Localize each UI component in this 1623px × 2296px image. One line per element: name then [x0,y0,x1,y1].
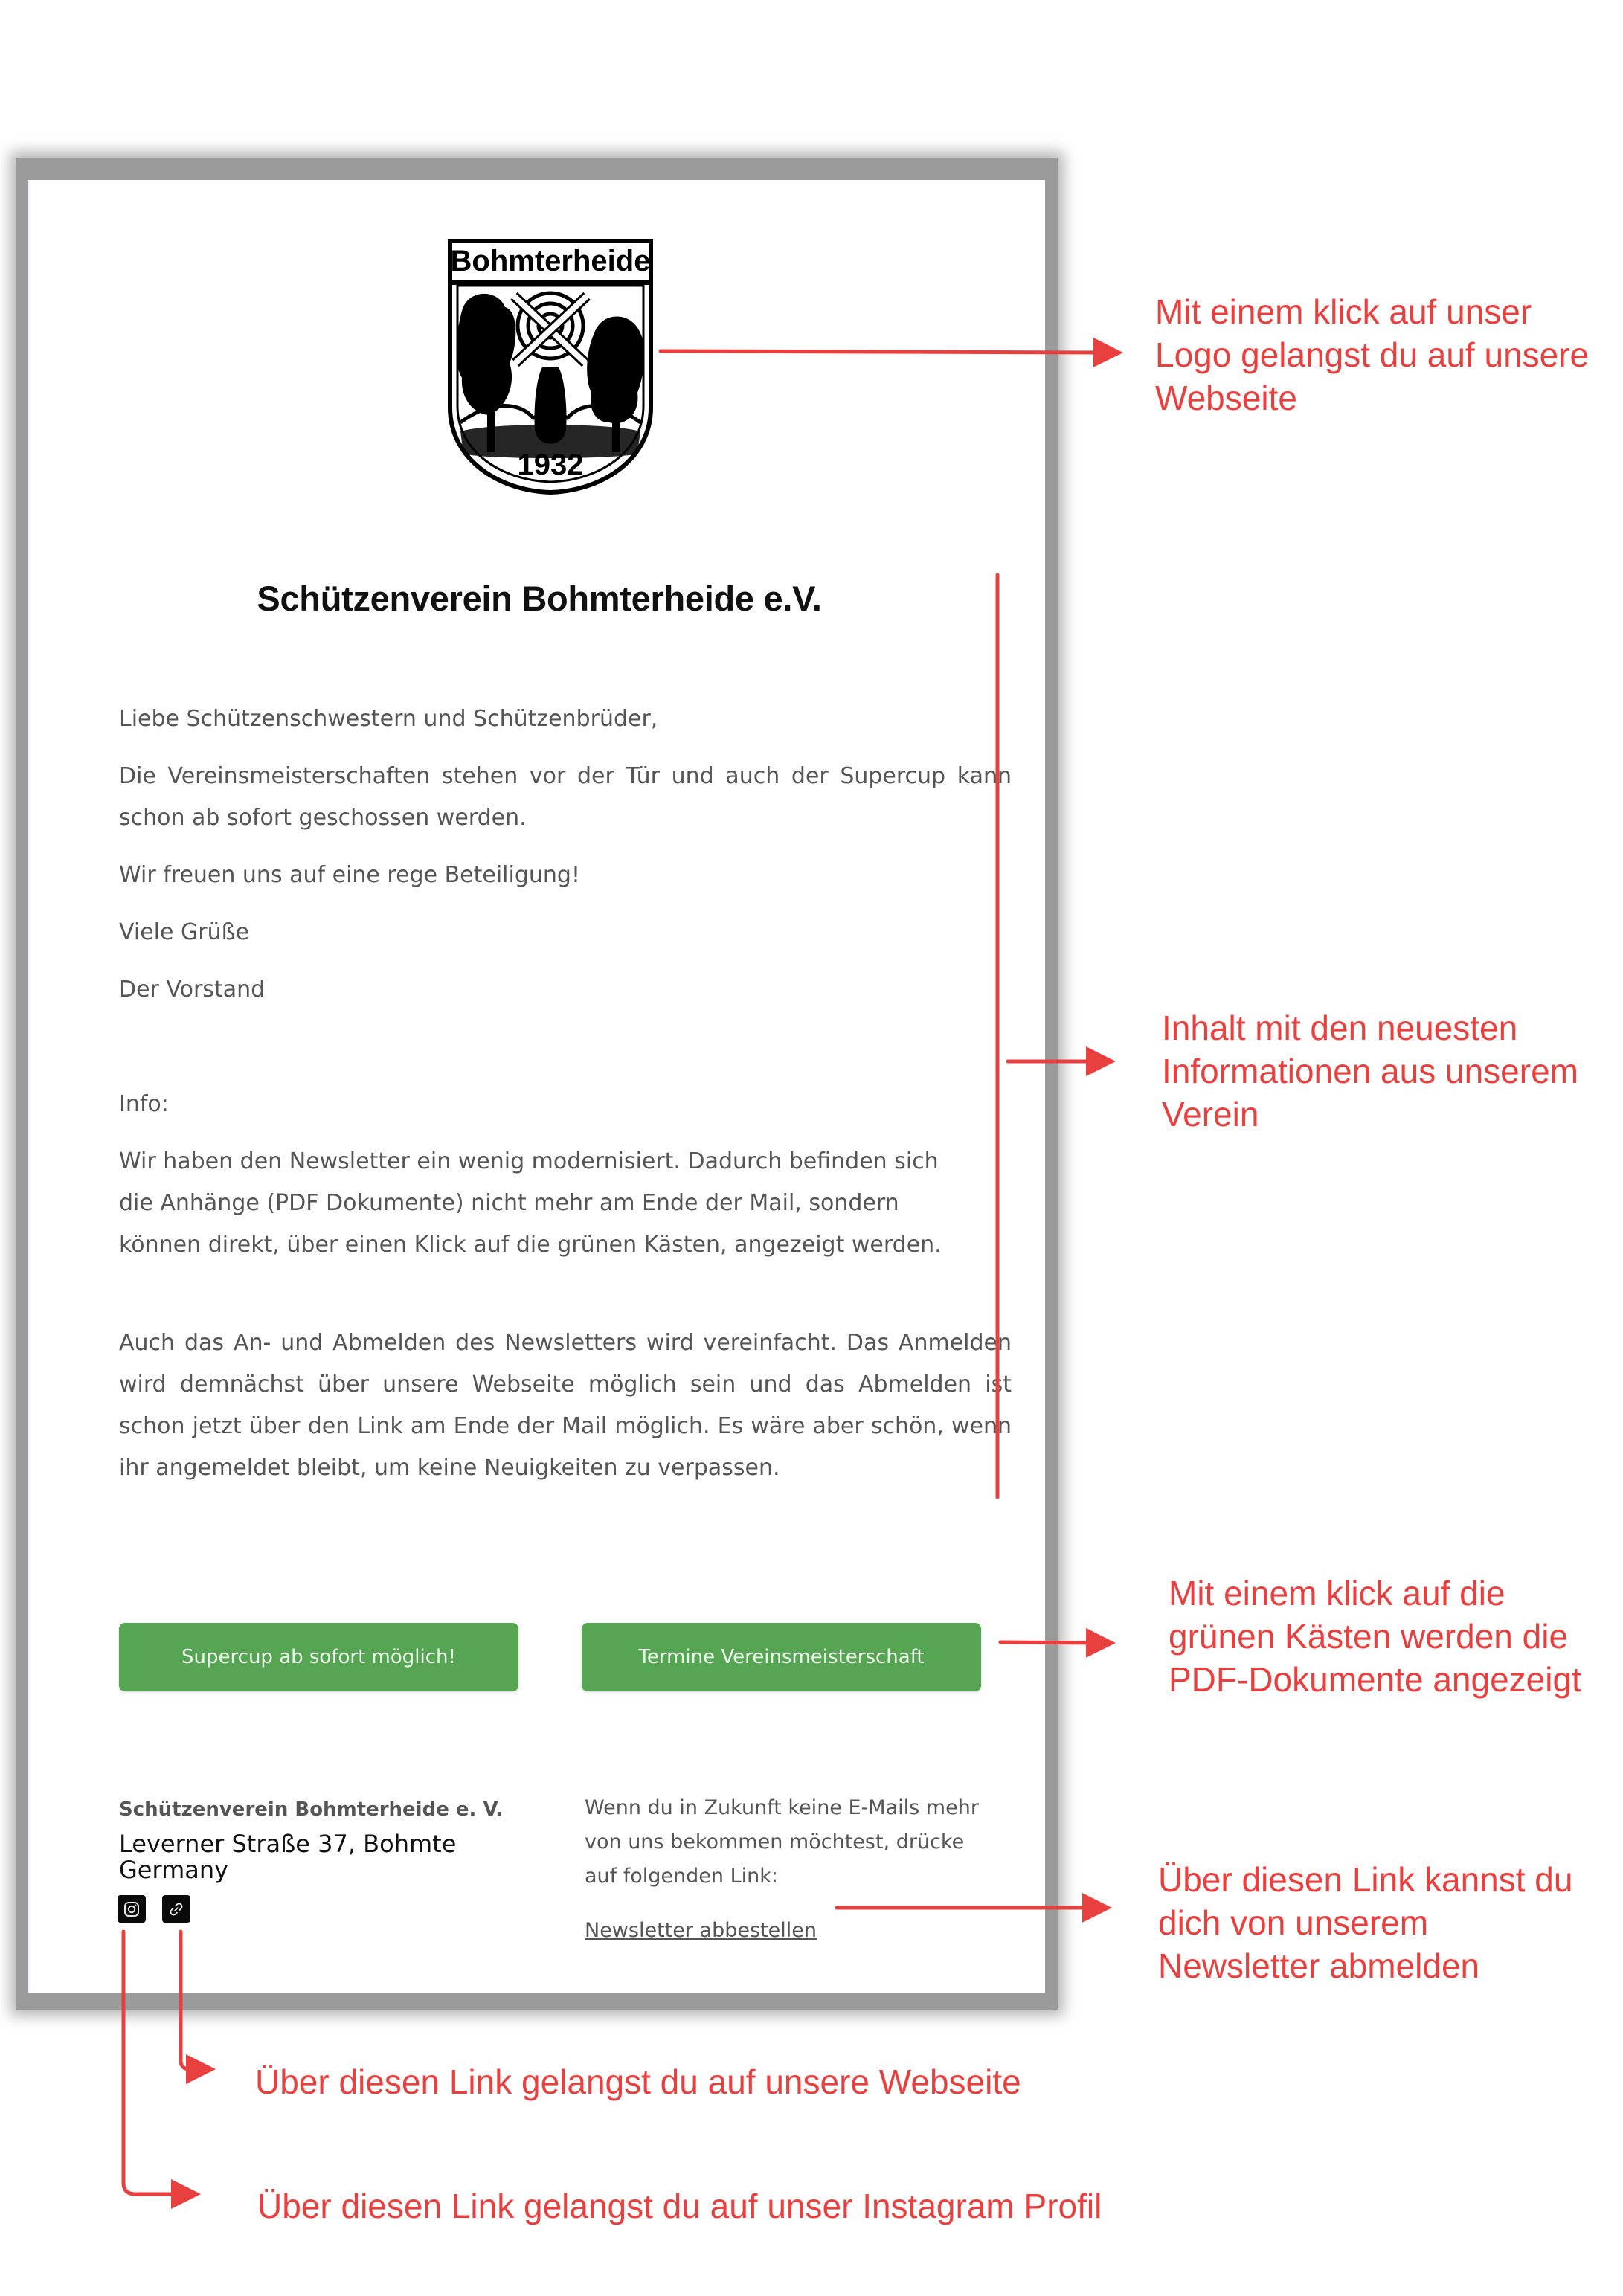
annotation-instagram-link: Über diesen Link gelangst du auf unser Instagram Profil [257,2187,1102,2225]
supercup-button-label: Supercup ab sofort möglich! [181,1646,456,1668]
link-icon [168,1901,184,1917]
info-label: Info: [119,1091,169,1117]
page-title: Schützenverein Bohmterheide e.V. [257,579,822,618]
unsubscribe-note: Wenn du in Zukunft keine E-Mails mehr von uns bekommen möchtest, drücke auf folgenden Link: [585,1796,979,1888]
info-paragraph-1: Wir haben den Newsletter ein wenig modernisiert. Dadurch befinden sich die Anhänge (PDF Dokumente) nicht mehr am Ende der Mail, sondern können direkt, über einen Klick auf die grünen Kästen, angezeigt werden. [119,1148,942,1258]
address-line-1: Leverner Straße 37, Bohmte [119,1830,457,1858]
vereinsmeisterschaft-button-label: Termine Vereinsmeisterschaft [638,1646,925,1668]
closing-text: Viele Grüße [119,919,249,945]
instagram-link-button[interactable] [118,1895,146,1923]
logo-year-text: 1932 [517,448,584,481]
instagram-icon [123,1900,141,1918]
annotation-buttons: Mit einem klick auf die grünen Kästen werden die PDF-Dokumente angezeigt [1169,1574,1581,1699]
annotation-unsubscribe: Über diesen Link kannst du dich von unserem Newsletter abmelden [1158,1860,1573,1985]
address-line-2: Germany [119,1856,229,1884]
greeting-text: Liebe Schützenschwestern und Schützenbrüder, [119,706,658,732]
website-link-button[interactable] [162,1895,190,1923]
signature-text: Der Vorstand [119,977,266,1003]
unsubscribe-link[interactable]: Newsletter abbestellen [585,1919,817,1942]
supercup-pdf-button[interactable] [119,1623,518,1691]
body-paragraph-2: Wir freuen uns auf eine rege Beteiligung! [119,862,580,888]
logo-banner-text: Bohmterheide [450,245,651,277]
annotation-content: Inhalt mit den neuesten Informationen aus unserem Verein [1162,1009,1578,1133]
crest-icon [446,237,655,497]
footer-address [119,1831,456,1883]
annotation-website-link: Über diesen Link gelangst du auf unsere Webseite [255,2062,1021,2101]
club-logo-link[interactable] [446,237,655,497]
info-paragraph-2: Auch das An- und Abmelden des Newsletters wird vereinfacht. Das Anmelden wird demnächst über unsere Webseite möglich sein und das Abmelden ist schon jetzt über den Link am Ende der Mail möglich. Es wäre aber schön, wenn ihr angemeldet bleibt, um keine Neuigkeiten zu verpassen. [119,1330,1012,1481]
body-paragraph-1: Die Vereinsmeisterschaften stehen vor der Tür und auch der Supercup kann schon ab sofort geschossen werden. [119,763,1012,831]
vereinsmeisterschaft-pdf-button[interactable] [582,1623,981,1691]
annotation-logo: Mit einem klick auf unser Logo gelangst du auf unsere Webseite [1155,292,1590,417]
newsletter-email [28,180,1045,1993]
footer-org-name: Schützenverein Bohmterheide e. V. [119,1798,504,1821]
